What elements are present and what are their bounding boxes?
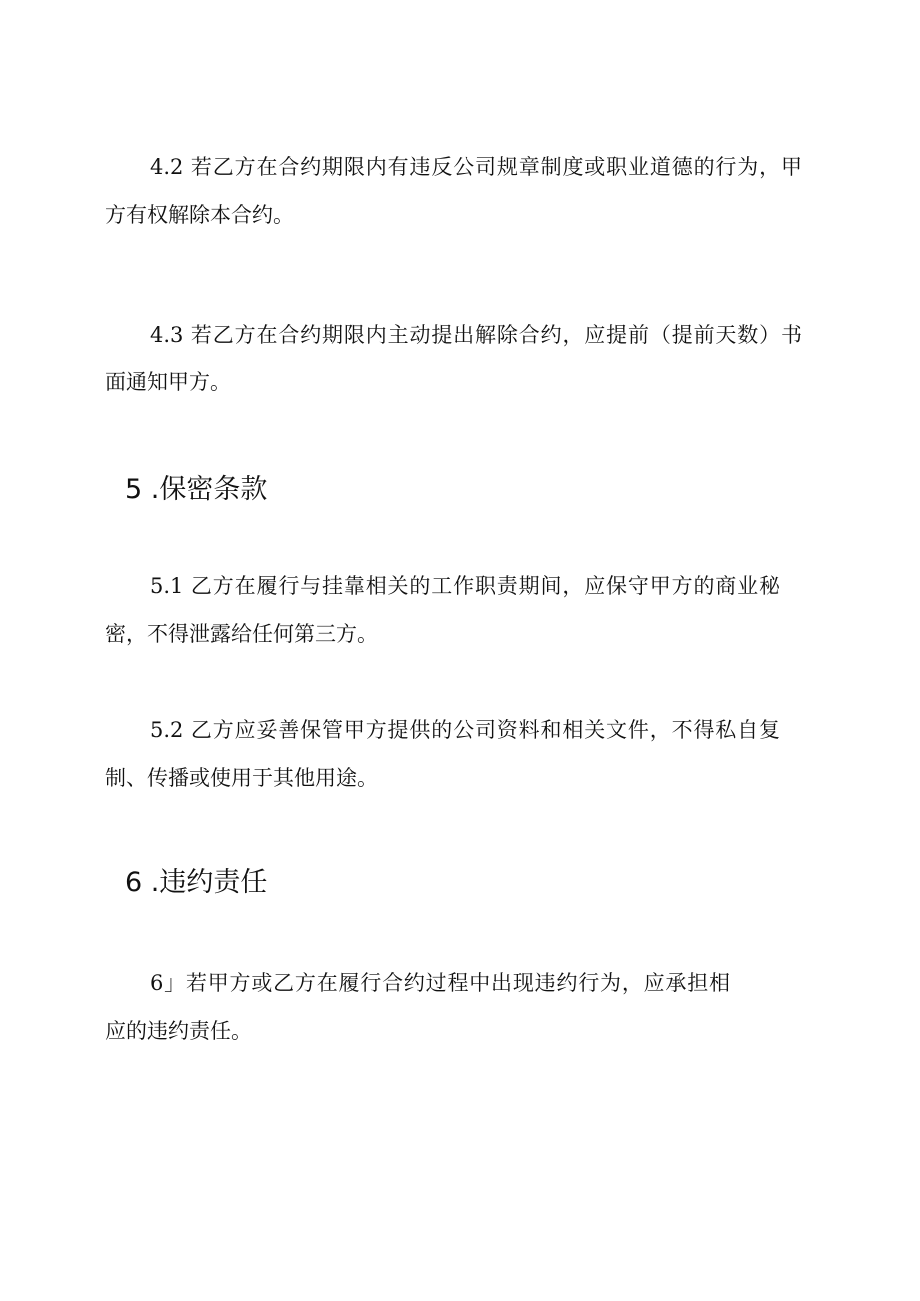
clause-5-2-line-2: 制、传播或使用于其他用途。 (105, 766, 378, 790)
clause-4-2-line-1: 4.2 若乙方在合约期限内有违反公司规章制度或职业道德的行为，甲 (150, 155, 802, 179)
clause-4-3-line-1: 4.3 若乙方在合约期限内主动提出解除合约，应提前（提前天数）书 (150, 323, 802, 347)
clause-5-2-line-1: 5.2 乙方应妥善保管甲方提供的公司资料和相关文件，不得私自复 (150, 718, 780, 742)
clause-6-1-line-2: 应的违约责任。 (105, 1019, 252, 1043)
clause-4-3-line-2: 面通知甲方。 (105, 370, 231, 394)
section-heading-5: 5 .保密条款 (125, 474, 268, 505)
clause-5-1-line-2: 密，不得泄露给任何第三方。 (105, 622, 378, 646)
clause-5-1-line-1: 5.1 乙方在履行与挂靠相关的工作职责期间，应保守甲方的商业秘 (150, 574, 780, 598)
section-heading-6: 6 .违约责任 (125, 867, 268, 898)
clause-4-2-line-2: 方有权解除本合约。 (105, 203, 294, 227)
clause-6-1-line-1: 6」若甲方或乙方在履行合约过程中出现违约行为，应承担相 (150, 971, 730, 995)
